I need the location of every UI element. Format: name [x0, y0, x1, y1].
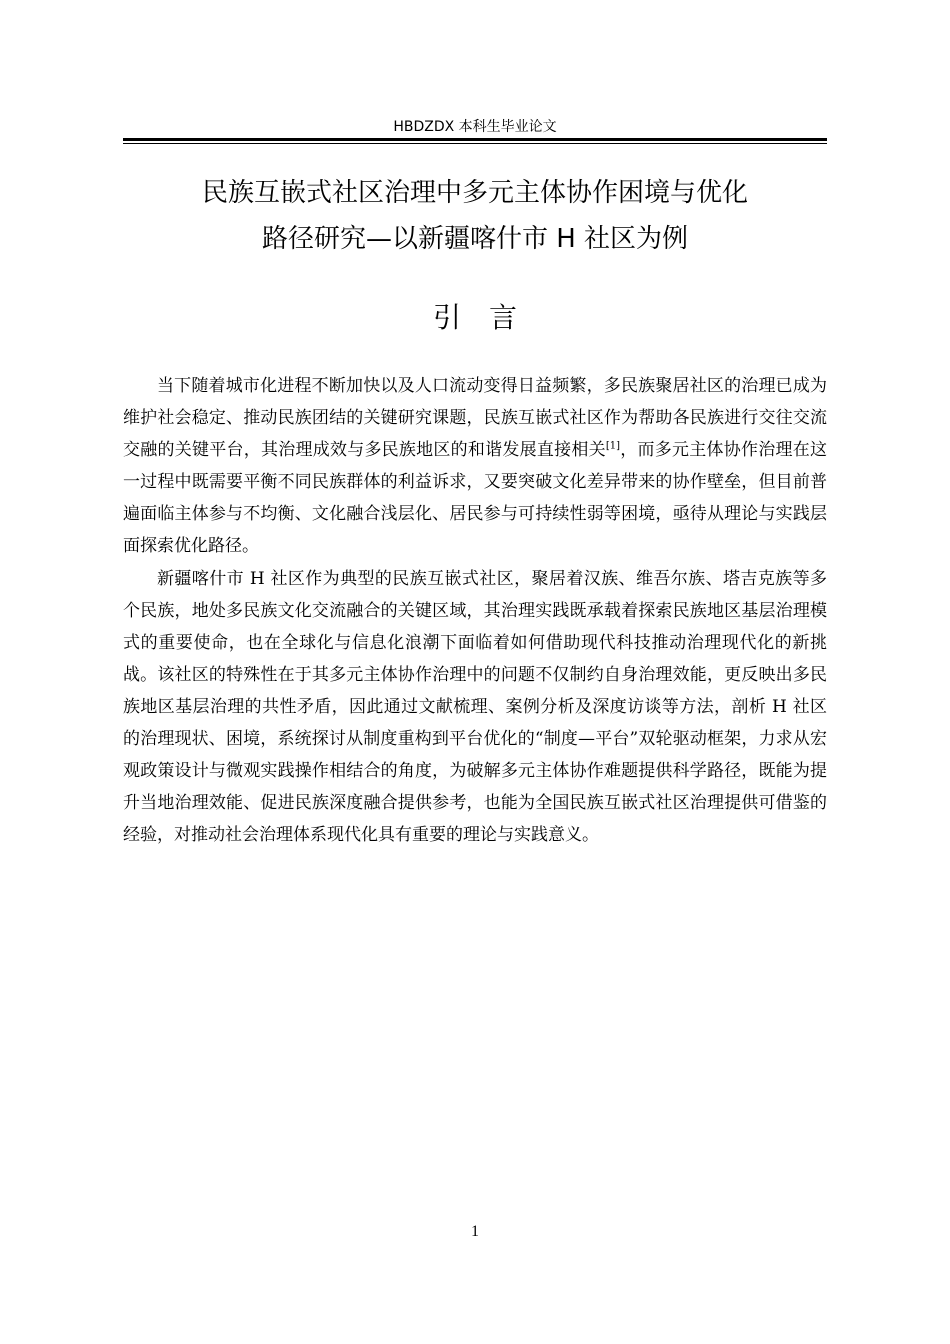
body-text: [123, 370, 827, 851]
page-number: 1: [471, 1223, 479, 1240]
running-header: HBDZDX 本科生毕业论文: [393, 119, 557, 135]
paragraph-2: 新疆喀什市 H 社区作为典型的民族互嵌式社区，聚居着汉族、维吾尔族、塔吉克族等多个民族，地处多民族文化交流融合的关键区域，其治理实践既承载着探索民族地区基层治理模式的重要使命，也在全球化与信息化浪潮下面临着如何借助现代科技推动治理现代化的新挑战。该社区的特殊性在于其多元主体协作治理中的问题不仅制约自身治理效能，更反映出多民族地区基层治理的共性矛盾，因此通过文献梳理、案例分析及深度访谈等方法，剖析 H 社区的治理现状、困境，系统探讨从制度重构到平台优化的“制度—平台”双轮驱动框架，力求从宏观政策设计与微观实践操作相结合的角度，为破解多元主体协作难题提供科学路径，既能为提升当地治理效能、促进民族深度融合提供参考，也能为全国民族互嵌式社区治理提供可借鉴的经验，对推动社会治理体系现代化具有重要的理论与实践意义。: [123, 568, 827, 846]
paragraph-1-text: 当下随着城市化进程不断加快以及人口流动变得日益频繁，多民族聚居社区的治理已成为维护社会稳定、推动民族团结的关键研究课题，民族互嵌式社区作为帮助各民族进行交往交流交融的关键平台，其治理成效与多民族地区的和谐发展直接相关: [123, 376, 827, 461]
citation-marker: [1]: [605, 440, 621, 452]
header-rule-thin: [123, 143, 827, 144]
paragraph-1: [123, 370, 827, 563]
title-line-2: 路径研究—以新疆喀什市 H 社区为例: [261, 224, 689, 254]
title-line-1: 民族互嵌式社区治理中多元主体协作困境与优化: [201, 178, 748, 208]
document-title: [100, 170, 850, 262]
header-rule-thick: [123, 138, 827, 141]
paragraph-1-text-continued: ，而多元主体协作治理在这一过程中既需要平衡不同民族群体的利益诉求，又要突破文化差异带来的协作壁垒，但目前普遍面临主体参与不均衡、文化融合浅层化、居民参与可持续性弱等困境，亟待从理论与实践层面探索优化路径。: [123, 440, 828, 557]
section-heading: 引言: [432, 301, 545, 334]
